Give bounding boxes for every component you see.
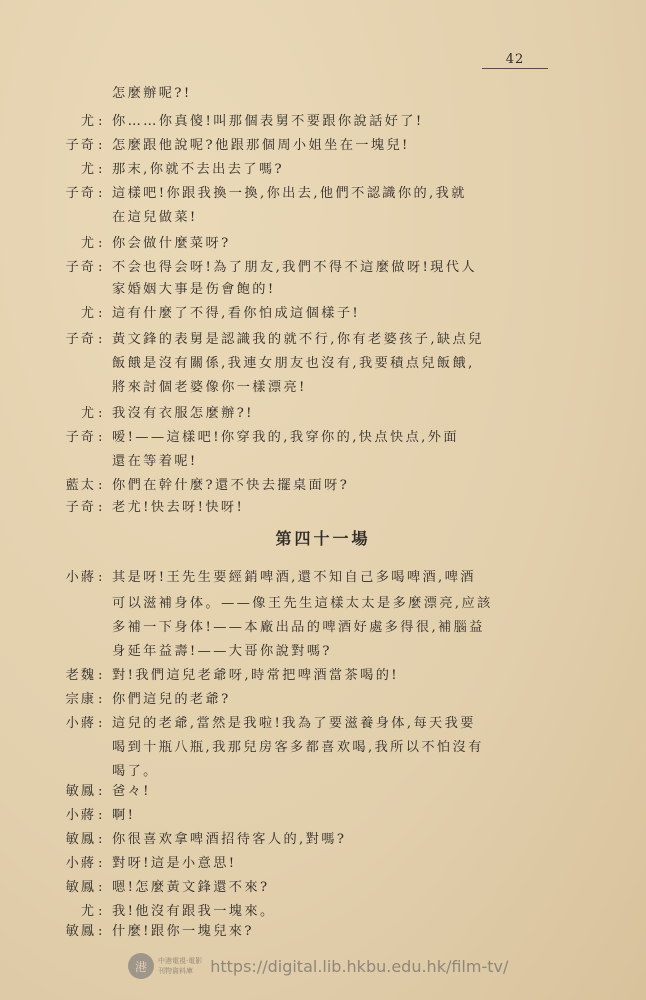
script-line — [0, 922, 646, 942]
dialogue-text: 什麼!跟你一塊兒來? — [112, 924, 254, 939]
speaker-colon: : — [98, 880, 103, 895]
speaker-colon: : — [98, 808, 103, 823]
script-line — [0, 690, 646, 710]
archive-name-line2: 刊物資料庫 — [158, 967, 193, 975]
speaker-colon: : — [98, 306, 103, 321]
archive-watermark[interactable] — [128, 948, 528, 984]
speaker-colon: : — [98, 332, 103, 347]
dialogue-text: 不会也得会呀!為了朋友,我們不得不這麼做呀!現代人 — [112, 260, 477, 275]
archive-logo-icon: 港 — [128, 953, 154, 979]
dialogue-text: 你們在幹什麼?還不快去擺桌面呀? — [112, 478, 350, 493]
script-line — [0, 452, 646, 472]
dialogue-text: 這有什麼了不得,看你怕成這個樣子! — [112, 306, 361, 321]
script-line — [0, 498, 646, 518]
dialogue-text: 還在等着呢! — [112, 454, 198, 469]
script-line — [0, 184, 646, 204]
speaker-colon: : — [98, 138, 103, 153]
script-line — [0, 136, 646, 156]
dialogue-text: 喝到十瓶八瓶,我那兒房客多都喜欢喝,我所以不怕沒有 — [112, 740, 484, 755]
script-line — [0, 902, 646, 922]
script-line — [0, 854, 646, 874]
dialogue-text: 我沒有衣服怎麼辦?! — [112, 406, 254, 421]
speaker-colon: : — [98, 570, 103, 585]
dialogue-text: 怎麼跟他說呢?他跟那個周小姐坐在一塊兒! — [112, 138, 410, 153]
speaker-name: 子奇 — [65, 332, 96, 347]
dialogue-text: 爸々! — [112, 784, 151, 799]
speaker-name: 老魏 — [65, 668, 96, 683]
speaker-colon: : — [98, 500, 103, 515]
script-line — [0, 762, 646, 782]
speaker-name: 子奇 — [65, 500, 96, 515]
dialogue-text: 你会做什麼菜呀? — [112, 236, 231, 251]
script-line — [0, 782, 646, 802]
speaker-name: 敏鳳 — [65, 784, 96, 799]
dialogue-text: 你們這兒的老爺? — [112, 692, 231, 707]
speaker-colon: : — [98, 260, 103, 275]
dialogue-text: 你很喜欢拿啤酒招待客人的,對嗎? — [112, 832, 347, 847]
speaker-colon: : — [98, 478, 103, 493]
script-line — [0, 84, 646, 104]
speaker-colon: : — [98, 832, 103, 847]
script-line — [0, 404, 646, 424]
speaker-name: 宗康 — [65, 692, 96, 707]
speaker-colon: : — [98, 406, 103, 421]
speaker-colon: : — [98, 236, 103, 251]
script-line — [0, 378, 646, 398]
dialogue-text: 這兒的老爺,當然是我啦!我為了要滋養身体,每天我要 — [112, 716, 476, 731]
speaker-colon: : — [98, 162, 103, 177]
speaker-colon: : — [98, 186, 103, 201]
speaker-name: 小蔣 — [65, 570, 96, 585]
speaker-name: 尤 — [80, 114, 96, 129]
dialogue-text: 我!他沒有跟我一塊來。 — [112, 904, 276, 919]
script-line — [0, 642, 646, 662]
dialogue-text: 這樣吧!你跟我換一換,你出去,他們不認識你的,我就 — [112, 186, 467, 201]
speaker-colon: : — [98, 114, 103, 129]
script-line — [0, 878, 646, 898]
script-line — [0, 476, 646, 496]
dialogue-text: 喝了。 — [112, 764, 159, 779]
script-line — [0, 208, 646, 228]
script-line — [0, 304, 646, 324]
dialogue-text: 嗳!——這樣吧!你穿我的,我穿你的,快点快点,外面 — [112, 430, 459, 445]
speaker-colon: : — [98, 716, 103, 731]
script-line — [0, 738, 646, 758]
speaker-name: 小蔣 — [65, 856, 96, 871]
dialogue-text: 怎麼辦呢?! — [112, 86, 192, 101]
dialogue-text: 在這兒做菜! — [112, 210, 198, 225]
dialogue-text: 飯餓是沒有關係,我連女朋友也沒有,我要積点兒飯餓, — [112, 356, 475, 371]
speaker-name: 子奇 — [65, 138, 96, 153]
archive-url-link[interactable]: https://digital.lib.hkbu.edu.hk/film-tv/ — [210, 956, 509, 976]
speaker-colon: : — [98, 430, 103, 445]
dialogue-text: 老尤!快去呀!快呀! — [112, 500, 245, 515]
speaker-name: 尤 — [80, 162, 96, 177]
dialogue-text: 對呀!這是小意思! — [112, 856, 237, 871]
speaker-colon: : — [98, 784, 103, 799]
dialogue-text: 多補一下身体!——本廠出品的啤酒好處多得很,補腦益 — [112, 620, 485, 635]
script-line — [0, 594, 646, 614]
script-line — [0, 330, 646, 350]
dialogue-text: 對!我們這兒老爺呀,時常把啤酒當茶喝的! — [112, 668, 399, 683]
script-line — [0, 806, 646, 826]
speaker-colon: : — [98, 668, 103, 683]
script-line — [0, 666, 646, 686]
speaker-name: 尤 — [80, 236, 96, 251]
archive-name — [158, 956, 202, 976]
script-line — [0, 618, 646, 638]
dialogue-text: 可以滋補身体。——像王先生這樣太太是多麼漂亮,应該 — [112, 596, 493, 611]
speaker-name: 敏鳳 — [65, 880, 96, 895]
script-line — [0, 428, 646, 448]
page-number: 42 — [482, 52, 548, 69]
dialogue-text: 其是呀!王先生要經銷啤酒,還不知自己多喝啤酒,啤酒 — [112, 570, 476, 585]
speaker-colon: : — [98, 904, 103, 919]
dialogue-text: 你……你真傻!叫那個表舅不要跟你說話好了! — [112, 114, 424, 129]
script-line — [0, 354, 646, 374]
speaker-name: 子奇 — [65, 430, 96, 445]
script-line — [0, 280, 646, 300]
speaker-name: 敏鳳 — [65, 924, 96, 939]
script-line — [0, 830, 646, 850]
dialogue-text: 將來討個老婆像你一樣漂亮! — [112, 380, 307, 395]
speaker-name: 子奇 — [65, 260, 96, 275]
dialogue-text: 黃文鋒的表舅是認識我的就不行,你有老婆孩子,缺点兒 — [112, 332, 484, 347]
speaker-colon: : — [98, 856, 103, 871]
script-line — [0, 160, 646, 180]
speaker-name: 藍太 — [65, 478, 96, 493]
speaker-name: 小蔣 — [65, 808, 96, 823]
script-line — [0, 258, 646, 278]
dialogue-text: 啊! — [112, 808, 136, 823]
speaker-name: 小蔣 — [65, 716, 96, 731]
speaker-name: 尤 — [80, 306, 96, 321]
speaker-colon: : — [98, 924, 103, 939]
dialogue-text: 身延年益壽!——大哥你說對嗎? — [112, 644, 332, 659]
script-line — [0, 568, 646, 588]
dialogue-text: 嗯!怎麼黃文鋒還不來? — [112, 880, 270, 895]
script-line — [0, 714, 646, 734]
speaker-name: 敏鳳 — [65, 832, 96, 847]
scene-title: 第四十一場 — [275, 529, 371, 548]
speaker-colon: : — [98, 692, 103, 707]
speaker-name: 尤 — [80, 406, 96, 421]
speaker-name: 子奇 — [65, 186, 96, 201]
dialogue-text: 那末,你就不去出去了嗎? — [112, 162, 284, 177]
archive-name-line1: 中港電視·電影 — [158, 957, 203, 965]
dialogue-text: 家婚姻大事是伤會飽的! — [112, 282, 276, 297]
script-line — [0, 112, 646, 132]
script-line — [0, 234, 646, 254]
speaker-name: 尤 — [80, 904, 96, 919]
